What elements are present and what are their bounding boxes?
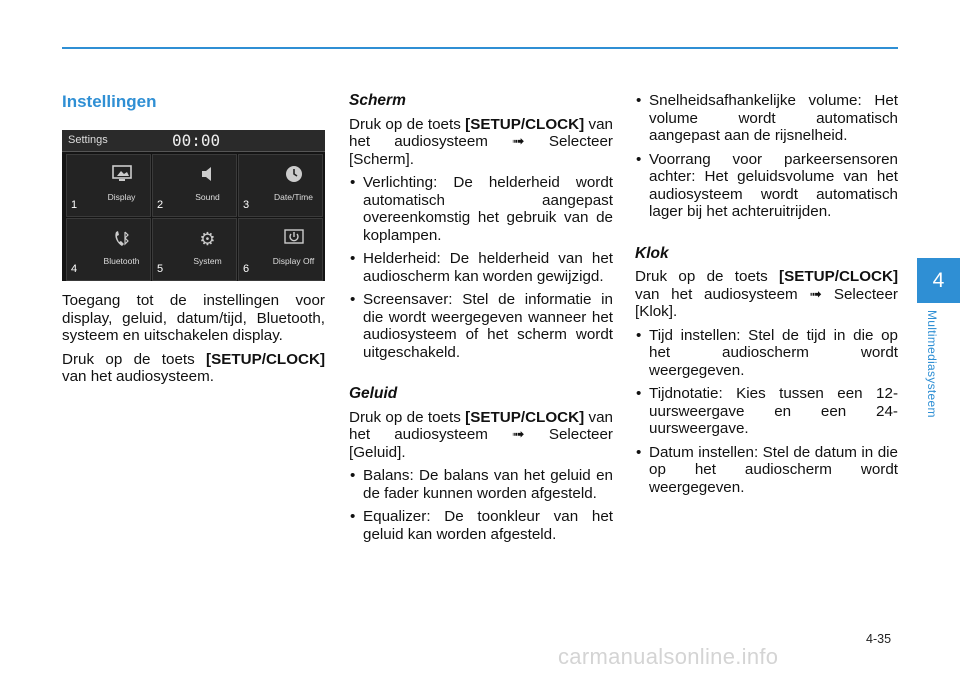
tile-bluetooth — [66, 218, 151, 281]
tile-label: Display — [107, 192, 136, 202]
intro-paragraph: Toegang tot de instellingen voor display, geluid, datum/tijd, Bluetooth, systeem en uitschakelen display. — [62, 292, 325, 344]
list-item: • Balans: De balans van het geluid en de fader kunnen worden afgesteld. — [349, 467, 613, 502]
screen-clock: 00:00 — [172, 131, 221, 150]
setup-key: [SETUP/CLOCK] — [206, 350, 325, 368]
column-3 — [635, 92, 898, 502]
text: van het audiosysteem ➟ Selecteer [Klok]. — [635, 285, 898, 320]
list-item: • Snelheidsafhankelijke volume: Het volume wordt automatisch aangepast aan de rijsnelheid. — [635, 92, 898, 145]
geluid-intro — [349, 409, 613, 462]
chapter-label — [917, 310, 957, 440]
display-icon — [95, 165, 148, 188]
tile-system — [152, 218, 237, 281]
list-item: • Verlichting: De helderheid wordt automatisch aangepast overeenkomstig het gebruik van de koplampen. — [349, 174, 613, 244]
power-icon — [267, 229, 320, 252]
tile-label: Sound — [195, 192, 220, 202]
text: Druk op de toets — [635, 268, 780, 285]
screen-title: Settings — [68, 134, 108, 146]
scherm-heading: Scherm — [349, 92, 406, 109]
setup-key: [SETUP/CLOCK] — [465, 408, 585, 426]
geluid-list — [349, 467, 613, 543]
tile-label: Display Off — [272, 256, 315, 266]
text: Druk op de toets — [349, 115, 466, 133]
text: van het audiosysteem. — [62, 368, 214, 385]
watermark: carmanualsonline.info — [558, 644, 779, 669]
chapter-label-text: Multimediasysteem — [925, 310, 939, 418]
text: Druk op de toets — [349, 408, 466, 426]
list-item: • Tijd instellen: Stel de tijd in die op het audioscherm wordt weergegeven. — [635, 327, 898, 380]
top-rule — [62, 47, 898, 49]
tile-number: 1 — [71, 199, 78, 211]
tile-number: 5 — [157, 263, 164, 275]
chapter-tab: 4 — [917, 258, 960, 303]
bluetooth-phone-icon — [95, 229, 148, 254]
list-item: • Tijdnotatie: Kies tussen een 12-uursweergave en een 24-uursweergave. — [635, 385, 898, 438]
scherm-list — [349, 174, 613, 361]
tile-label: Bluetooth — [103, 256, 140, 266]
geluid-heading: Geluid — [349, 385, 398, 402]
tile-number: 6 — [243, 263, 250, 275]
tile-label: System — [193, 256, 222, 266]
speaker-icon — [181, 165, 234, 188]
setup-paragraph — [62, 351, 325, 386]
text: van het audiosysteem ➟ Selecteer [Scherm]. — [349, 115, 613, 168]
section-title: Instellingen — [62, 92, 157, 111]
list-item: • Datum instellen: Stel de datum in die op het audioscherm wordt weergegeven. — [635, 444, 898, 497]
tile-number: 4 — [71, 263, 78, 275]
screen-header — [62, 130, 325, 152]
list-item: • Equalizer: De toonkleur van het geluid kan worden afgesteld. — [349, 508, 613, 543]
list-item: • Screensaver: Stel de informatie in die wordt weergegeven wanneer het audiosysteem of het scherm wordt uitgeschakeld. — [349, 291, 613, 361]
klok-heading: Klok — [635, 244, 669, 262]
tile-datetime — [238, 154, 323, 217]
tile-display — [66, 154, 151, 217]
setup-key: [SETUP/CLOCK] — [779, 268, 898, 285]
tile-label: Date/Time — [274, 192, 313, 202]
column-2 — [349, 92, 613, 549]
list-item: • Helderheid: De helderheid van het audioscherm kan worden gewijzigd. — [349, 250, 613, 285]
tile-display-off — [238, 218, 323, 281]
klok-intro — [635, 268, 898, 321]
setup-key: [SETUP/CLOCK] — [465, 115, 585, 133]
list-item: • Voorrang voor parkeersensoren achter: Het geluidsvolume van het audiosysteem wordt automatisch lager bij het achteruitrijden. — [635, 151, 898, 221]
page-number: 4-35 — [866, 632, 892, 646]
geluid-list-continued — [635, 92, 898, 221]
clock-icon — [267, 165, 320, 188]
column-1-text — [62, 292, 325, 392]
klok-list — [635, 327, 898, 497]
text: van het audiosysteem ➟ Selecteer [Geluid]. — [349, 408, 613, 461]
scherm-intro — [349, 116, 613, 169]
text: Druk op de toets — [62, 350, 207, 368]
tile-number: 3 — [243, 199, 250, 211]
gear-icon: ⚙ — [199, 229, 216, 249]
tile-sound — [152, 154, 237, 217]
settings-screen-image — [62, 130, 325, 281]
tile-number: 2 — [157, 199, 164, 211]
